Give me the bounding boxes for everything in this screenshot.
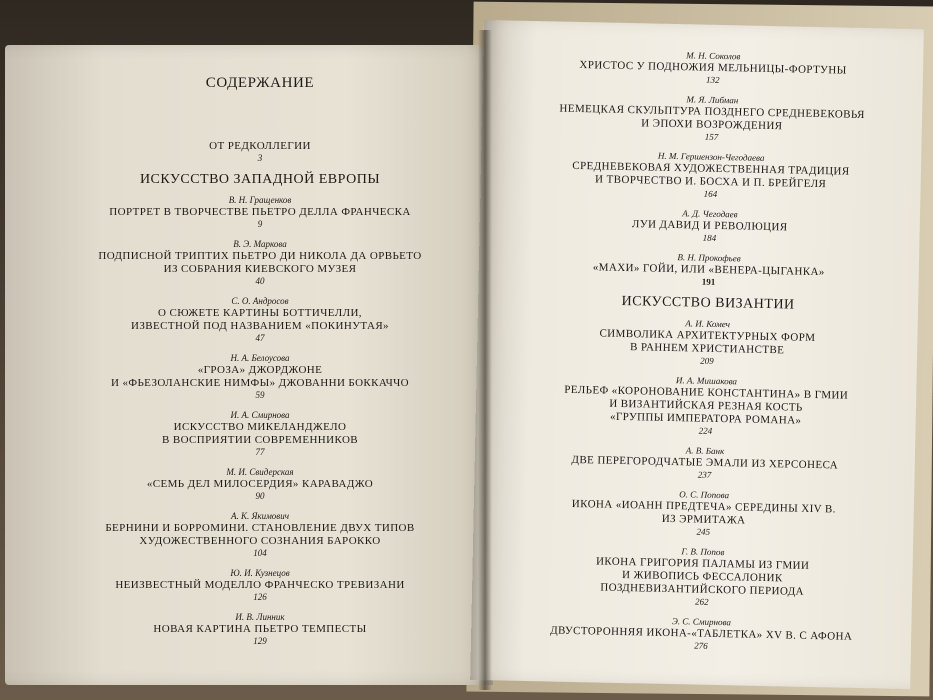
toc-entry	[80, 352, 440, 401]
entry-page: 245	[696, 526, 711, 537]
entry-page: 184	[702, 232, 717, 243]
entry-page: 129	[253, 636, 267, 646]
section-heading-byzantium: ИСКУССТВО ВИЗАНТИИ	[621, 293, 795, 313]
entry-author: Н. М. Гершензон-Чегодаева	[657, 150, 765, 163]
right-page	[470, 20, 924, 689]
entry-page: 224	[698, 425, 713, 436]
entry-title: «ГРОЗА» ДЖОРДЖОНЕ И «ФЬЕЗОЛАНСКИЕ НИМФЫ» ДЖОВАННИ БОККАЧЧО	[110, 364, 410, 389]
toc-entry	[80, 466, 440, 502]
toc-entry	[80, 238, 440, 287]
entry-author: М. Я. Либман	[686, 94, 739, 106]
toc-entry	[529, 204, 890, 248]
entry-page: 3	[257, 153, 263, 163]
entry-page: 191	[701, 276, 716, 287]
entry-title: ХРИСТОС У ПОДНОЖИЯ МЕЛЬНИЦЫ-ФОРТУНЫ	[579, 59, 847, 77]
entry-title: НОВАЯ КАРТИНА ПЬЕТРО ТЕМПЕСТЫ	[153, 623, 367, 635]
entry-author: М. Н. Соколов	[686, 50, 741, 62]
entry-page: 157	[704, 131, 719, 142]
entry-title: НЕИЗВЕСТНЫЙ МОДЕЛЛО ФРАНЧЕСКО ТРЕВИЗАНИ	[115, 579, 405, 591]
entry-author: А. И. Комеч	[685, 318, 731, 330]
right-toc	[521, 46, 894, 663]
entry-page: 237	[697, 469, 712, 480]
toc-entry	[80, 194, 440, 230]
toc-entry	[533, 46, 894, 90]
entry-page: 90	[255, 491, 265, 501]
toc-entry	[523, 485, 884, 542]
entry-page: 9	[257, 219, 263, 229]
entry-author: В. Н. Гращенков	[228, 195, 292, 205]
toc-entry	[524, 441, 885, 485]
book-gutter	[478, 30, 492, 690]
toc-entry	[522, 542, 883, 612]
toc-entry	[80, 510, 440, 559]
preface-entry	[80, 140, 440, 164]
toc-entry	[80, 409, 440, 458]
contents-heading: СОДЕРЖАНИЕ	[205, 75, 315, 91]
entry-title: ОТ РЕДКОЛЛЕГИИ	[209, 140, 311, 152]
entry-title: ЛУИ ДАВИД И РЕВОЛЮЦИЯ	[631, 218, 788, 234]
entry-title: ПОДПИСНОЙ ТРИПТИХ ПЬЕТРО ДИ НИКОЛА ДА ОРВЬЕТО ИЗ СОБРАНИЯ КИЕВСКОГО МУЗЕЯ	[98, 250, 422, 275]
entry-page: 59	[255, 390, 265, 400]
entry-page: 164	[703, 188, 718, 199]
entry-author: Э. С. Смирнова	[671, 616, 732, 628]
entry-author: С. О. Андросов	[231, 296, 289, 306]
entry-title: БЕРНИНИ И БОРРОМИНИ. СТАНОВЛЕНИЕ ДВУХ ТИПОВ ХУДОЖЕСТВЕННОГО СОЗНАНИЯ БАРОККО	[105, 522, 415, 547]
entry-author: О. С. Попова	[679, 489, 730, 501]
entry-page: 126	[253, 592, 267, 602]
entry-title: ИКОНА «ИОАНН ПРЕДТЕЧА» СЕРЕДИНЫ XIV В. ИЗ ЭРМИТАЖА	[571, 497, 836, 527]
entry-title: СРЕДНЕВЕКОВАЯ ХУДОЖЕСТВЕННАЯ ТРАДИЦИЯ И ТВОРЧЕСТВО И. БОСХА И П. БРЕЙГЕЛЯ	[572, 159, 850, 191]
entry-page: 276	[694, 640, 708, 651]
entry-author: Н. А. Белоусова	[230, 353, 290, 363]
section-heading-western-europe: ИСКУССТВО ЗАПАДНОЙ ЕВРОПЫ	[139, 172, 381, 187]
entry-author: М. И. Свидерская	[226, 467, 294, 477]
entry-title: О СЮЖЕТЕ КАРТИНЫ БОТТИЧЕЛЛИ, ИЗВЕСТНОЙ ПОД НАЗВАНИЕМ «ПОКИНУТАЯ»	[131, 307, 389, 332]
entry-author: И. В. Линник	[235, 612, 285, 622]
entry-page: 104	[253, 548, 267, 558]
entry-page: 77	[255, 447, 265, 457]
entry-title: ИКОНА ГРИГОРИЯ ПАЛАМЫ ИЗ ГМИИ И ЖИВОПИСЬ ФЕССАЛОНИК ПОЗДНЕВИЗАНТИЙСКОГО ПЕРИОДА	[595, 555, 810, 598]
entry-title: СИМВОЛИКА АРХИТЕКТУРНЫХ ФОРМ В РАННЕМ ХРИСТИАНСТВЕ	[599, 327, 816, 357]
toc-entry	[80, 295, 440, 344]
toc-entry	[530, 147, 891, 204]
toc-entry	[525, 371, 886, 441]
entry-author: А. Д. Чегодаев	[682, 208, 738, 220]
entry-author: А. В. Банк	[685, 445, 725, 457]
entry-title: ДВУСТОРОННЯЯ ИКОНА-«ТАБЛЕТКА» XV В. С АФОНА	[550, 624, 853, 643]
left-toc	[80, 75, 440, 655]
entry-page: 132	[705, 74, 720, 85]
entry-title: РЕЛЬЕФ «КОРОНОВАНИЕ КОНСТАНТИНА» В ГМИИ И ВИЗАНТИЙСКАЯ РЕЗНАЯ КОСТЬ «ГРУППЫ ИМПЕРАТОРА РОМАНА»	[564, 383, 849, 427]
entry-title: «СЕМЬ ДЕЛ МИЛОСЕРДИЯ» КАРАВАДЖО	[146, 478, 374, 490]
toc-entry	[527, 314, 888, 371]
toc-entry	[532, 90, 893, 147]
entry-author: И. А. Смирнова	[230, 410, 290, 420]
entry-author: И. А. Мишакова	[675, 375, 738, 387]
entry-title: НЕМЕЦКАЯ СКУЛЬПТУРА ПОЗДНЕГО СРЕДНЕВЕКОВЬЯ И ЭПОХИ ВОЗРОЖДЕНИЯ	[559, 102, 865, 133]
entry-title: «МАХИ» ГОЙИ, ИЛИ «ВЕНЕРА-ЦЫГАНКА»	[592, 261, 825, 279]
entry-page: 262	[695, 596, 709, 607]
entry-author: В. Н. Прокофьев	[677, 252, 741, 264]
left-page	[5, 45, 493, 685]
toc-entry	[528, 248, 889, 292]
entry-page: 209	[700, 355, 714, 366]
entry-page: 40	[255, 276, 265, 286]
entry-title: ИСКУССТВО МИКЕЛАНДЖЕЛО В ВОСПРИЯТИИ СОВРЕМЕННИКОВ	[161, 421, 359, 446]
entry-page: 47	[255, 333, 265, 343]
toc-entry	[521, 612, 882, 656]
entry-author: Ю. И. Кузнецов	[230, 568, 290, 578]
entry-author: Г. В. Попов	[681, 546, 725, 558]
toc-entry	[80, 611, 440, 647]
toc-entry	[80, 567, 440, 603]
entry-author: В. Э. Маркова	[233, 239, 287, 249]
entry-title: ДВЕ ПЕРЕГОРОДЧАТЫЕ ЭМАЛИ ИЗ ХЕРСОНЕСА	[571, 453, 839, 472]
entry-title: ПОРТРЕТ В ТВОРЧЕСТВЕ ПЬЕТРО ДЕЛЛА ФРАНЧЕСКА	[109, 206, 411, 218]
entry-author: А. К. Якимович	[230, 511, 290, 521]
